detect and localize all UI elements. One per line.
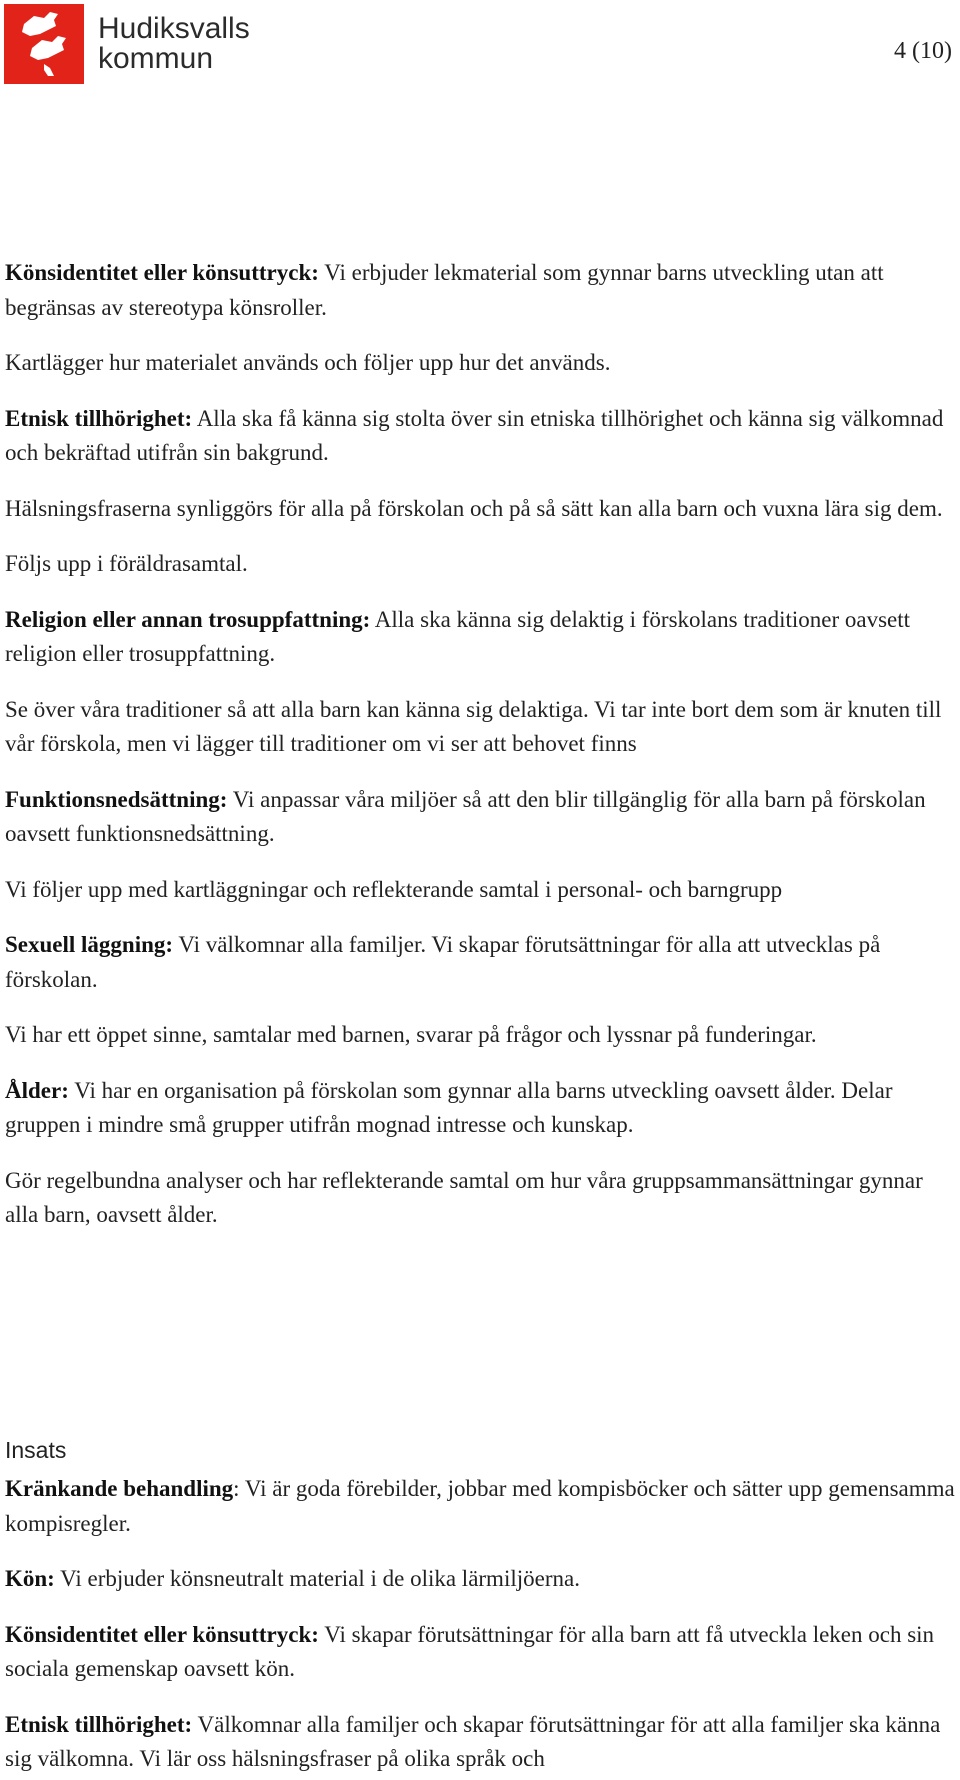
paragraph [5, 1708, 955, 1777]
paragraph-label: Kränkande behandling [5, 1476, 234, 1501]
paragraph-text: Vi erbjuder lekmaterial som gynnar barns utveckling utan att begränsas av stereotypa könsroller. [5, 260, 884, 320]
section-insats [5, 1472, 955, 1777]
paragraph [5, 928, 955, 997]
paragraph [5, 783, 955, 852]
paragraph [5, 693, 955, 762]
paragraph-text: Vi har ett öppet sinne, samtalar med barnen, svarar på frågor och lyssnar på funderingar. [5, 1022, 817, 1047]
paragraph [5, 492, 955, 527]
paragraph-text: Vi skapar förutsättningar för alla barn att få utveckla leken och sin sociala gemenskap oavsett kön. [5, 1621, 935, 1681]
paragraph-label: Kön: [5, 1566, 55, 1591]
logo-wordmark [98, 14, 250, 74]
paragraph [5, 1472, 955, 1541]
paragraph [5, 1164, 955, 1233]
logo-line-2: kommun [98, 42, 214, 75]
paragraph [5, 603, 955, 672]
paragraph-text: Vi välkomnar alla familjer. Vi skapar förutsättningar för alla att utvecklas på förskolan. [5, 932, 881, 992]
insats-heading: Insats [5, 1437, 67, 1463]
paragraph [5, 1018, 955, 1053]
paragraph-text: Alla ska få känna sig stolta över sin etniska tillhörighet och känna sig välkomnad och bekräftad utifrån sin bakgrund. [5, 405, 944, 465]
paragraph-text: Vi erbjuder könsneutralt material i de olika lärmiljöerna. [54, 1566, 580, 1591]
paragraph [5, 547, 955, 582]
paragraph [5, 402, 955, 471]
paragraph [5, 346, 955, 381]
paragraph-text: Hälsningsfraserna synliggörs för alla på förskolan och på så sätt kan alla barn och vuxna lära sig dem. [5, 495, 943, 521]
paragraph [5, 1618, 955, 1687]
paragraph-label: Funktionsnedsättning: [5, 786, 228, 812]
paragraph-text: Välkomnar alla familjer och skapar förutsättningar för att alla familjer ska känna sig välkomna. Vi lär oss hälsningsfraser på olika språk och [5, 1711, 941, 1771]
paragraph-text: Se över våra traditioner så att alla barn kan känna sig delaktiga. Vi tar inte bort dem som är knuten till vår förskola, men vi lägger till traditioner om vi ser att behovet finns [5, 696, 942, 756]
paragraph-text: Vi har en organisation på förskolan som gynnar alla barns utveckling oavsett ålder. Delar gruppen i mindre små grupper utifrån mognad intresse och kunskap. [5, 1077, 893, 1137]
paragraph-text: Gör regelbundna analyser och har reflekterande samtal om hur våra gruppsammansättningar gynnar alla barn, oavsett ålder. [5, 1167, 923, 1227]
paragraph-text: Följs upp i föräldrasamtal. [5, 551, 248, 576]
paragraph-label: Religion eller annan trosuppfattning: [5, 606, 371, 632]
paragraph-label: Könsidentitet eller könsuttryck: [5, 260, 319, 285]
section-discrimination-grounds [5, 256, 955, 1254]
paragraph-text: Kartlägger hur materialet används och följer upp hur det används. [5, 350, 611, 375]
paragraph [5, 1562, 955, 1597]
paragraph-label: Sexuell läggning: [5, 932, 174, 957]
paragraph-text: Alla ska känna sig delaktig i förskolans traditioner oavsett religion eller trosuppfattning. [5, 606, 911, 666]
paragraph [5, 873, 955, 908]
paragraph-text: Vi anpassar våra miljöer så att den blir tillgänglig för alla barn på förskolan oavsett funktionsnedsättning. [5, 786, 926, 846]
page-number: 4 (10) [894, 38, 952, 64]
paragraph-label: Etnisk tillhörighet: [5, 405, 193, 431]
paragraph-label: Könsidentitet eller könsuttryck: [5, 1621, 319, 1647]
goat-emblem-icon [4, 4, 84, 84]
paragraph-label: Etnisk tillhörighet: [5, 1711, 193, 1737]
paragraph-label: Ålder: [5, 1077, 69, 1103]
paragraph-text: Vi följer upp med kartläggningar och reflekterande samtal i personal- och barngrupp [5, 876, 783, 902]
paragraph-text: : Vi är goda förebilder, jobbar med kompisböcker och sätter upp gemensamma kompisregler. [5, 1476, 955, 1536]
municipality-logo [4, 4, 250, 84]
paragraph [5, 1074, 955, 1143]
paragraph [5, 256, 955, 325]
logo-line-1: Hudiksvalls [98, 12, 250, 45]
